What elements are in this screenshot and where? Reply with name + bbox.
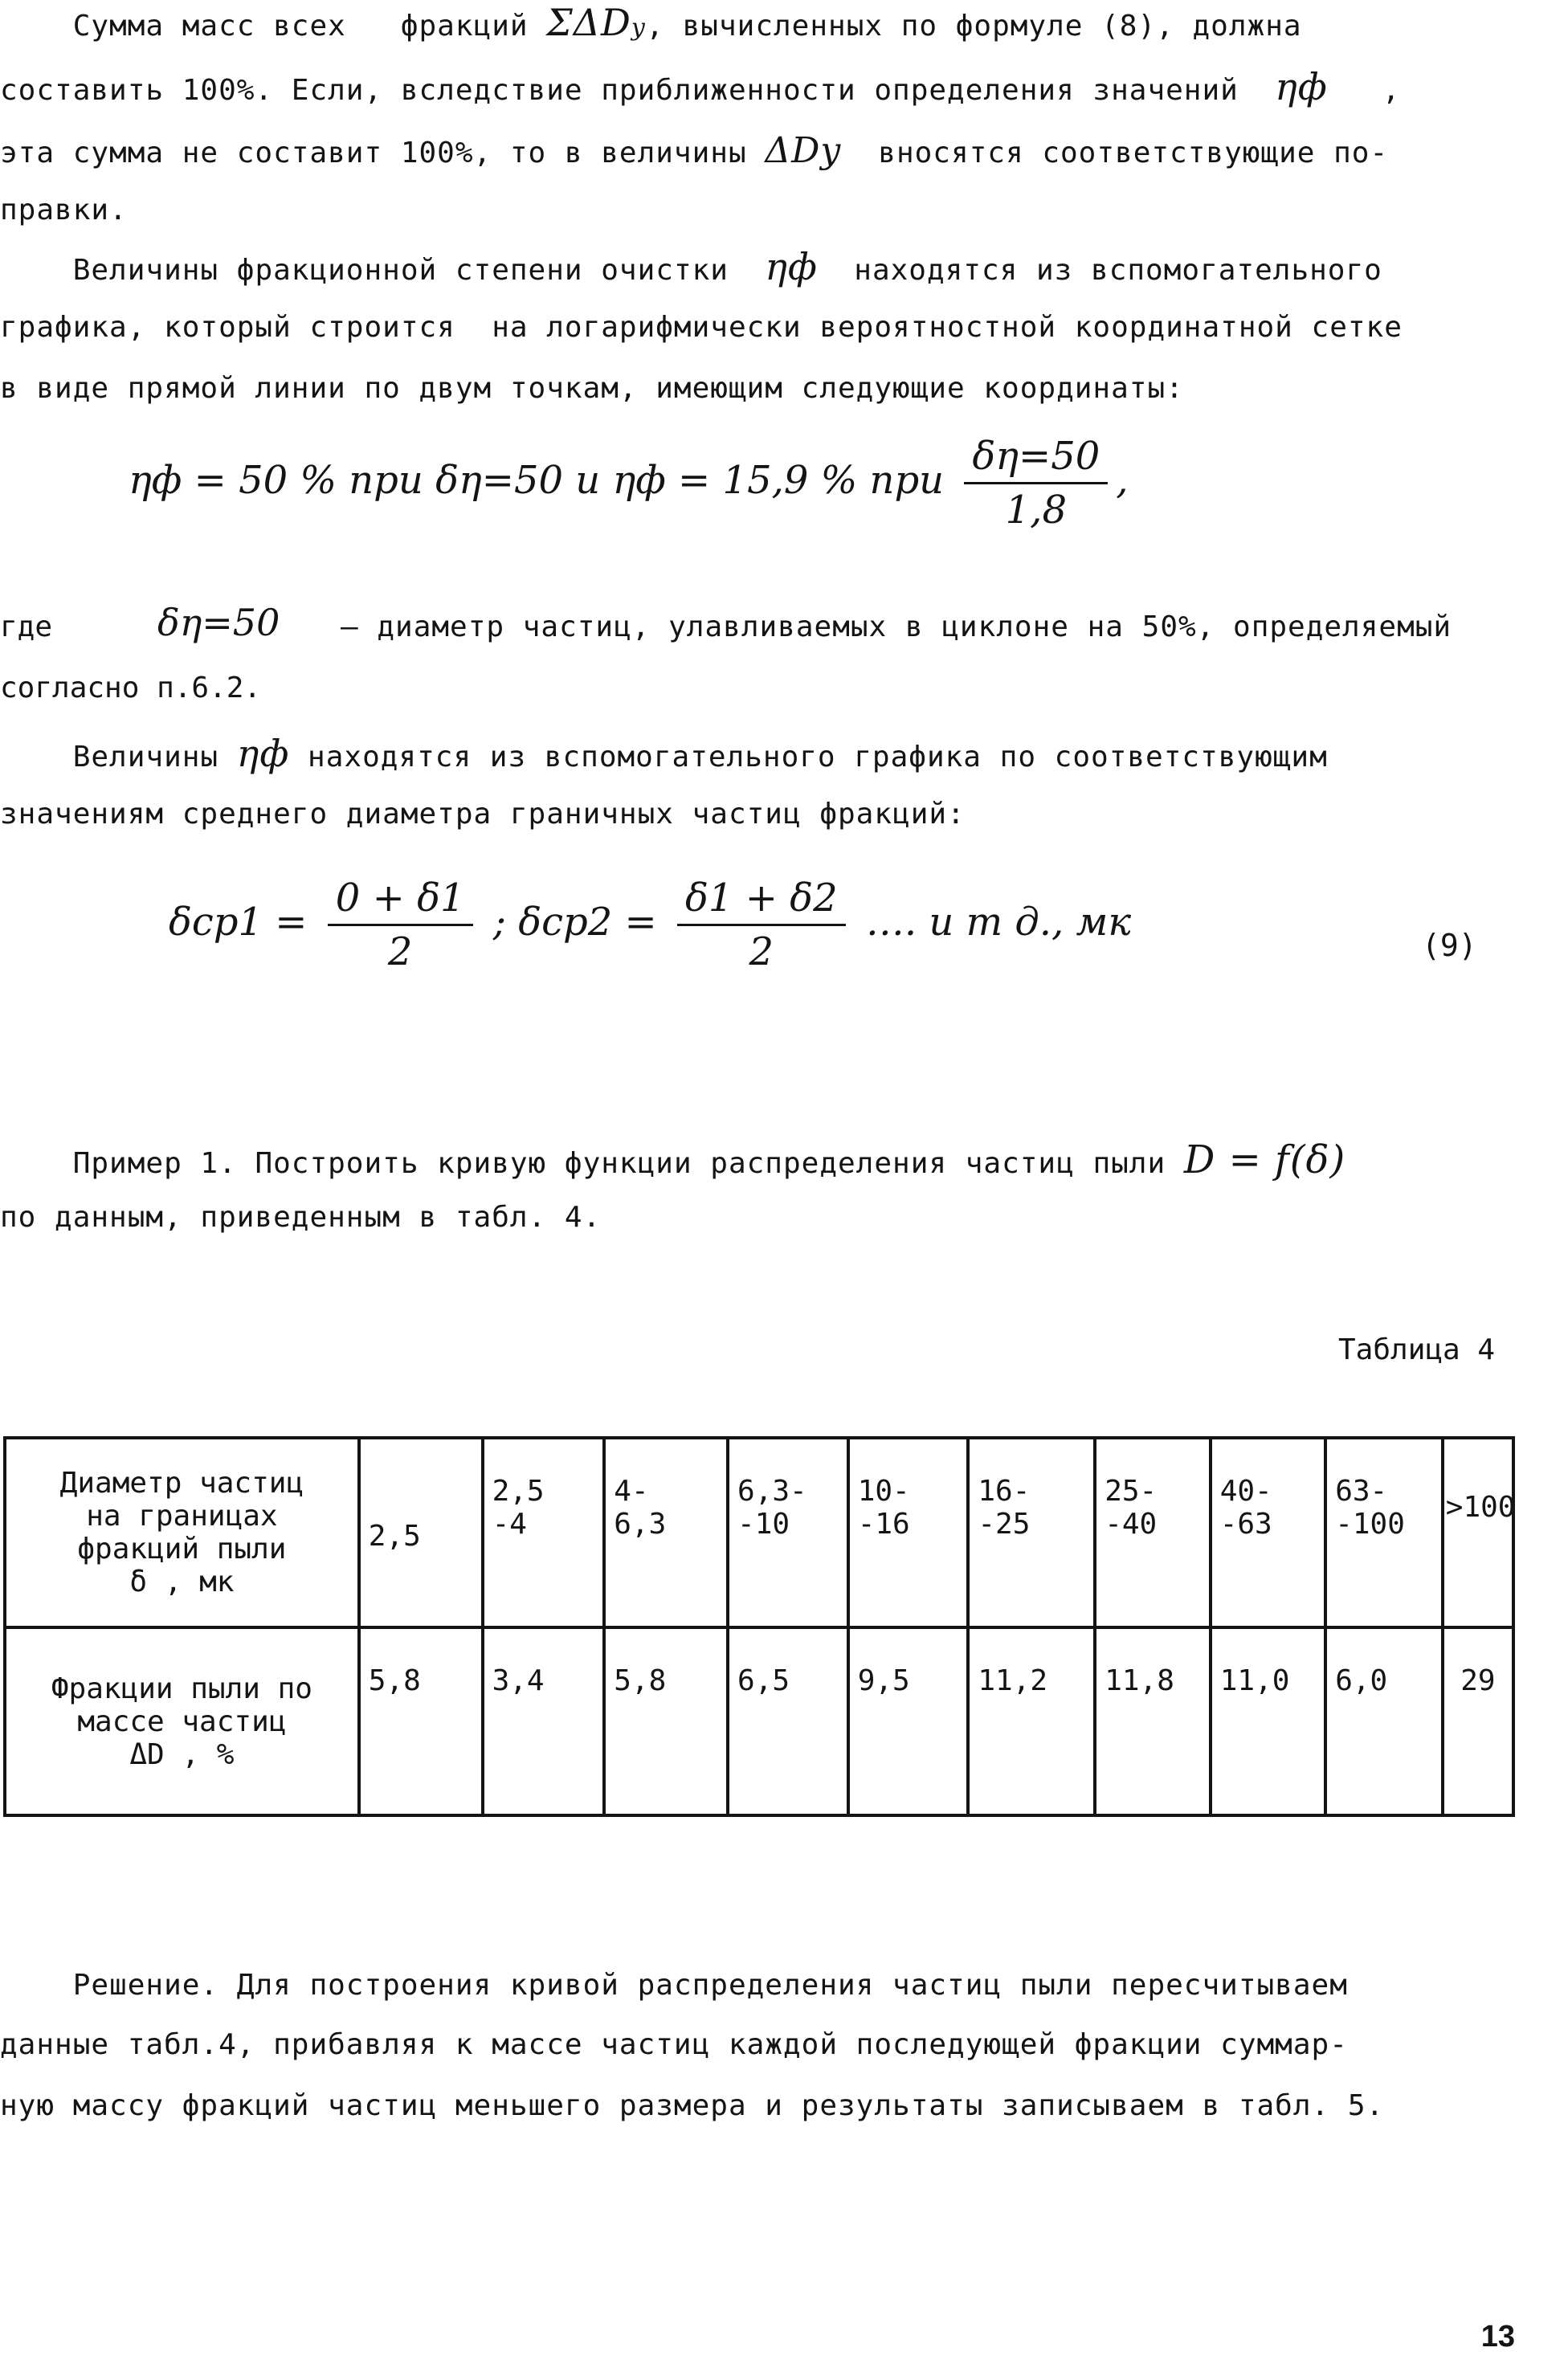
header-line: на границах [86,1500,278,1533]
text: находятся из вспомогательного графика по соответствующим [308,741,1328,774]
table-row-diameter [5,1438,1513,1627]
where-reference: согласно п.6.2. [0,672,262,704]
text: составить 100%. Если, вследствие приближенности определения значений [0,74,1239,107]
text: , вычисленных по формуле (8), должна [646,10,1302,43]
paragraph-2-line-2: графика, который строится на логарифмически вероятностной координатной сетке [0,311,1403,344]
table-cell: 16- -25 [968,1438,1095,1627]
example-line-2: по данным, приведенным в табл. 4. [0,1201,602,1234]
sum-delta-d-symbol: ΣΔD [546,1,631,44]
paragraph-2-line-1 [0,235,1568,303]
table-cell: 25- -40 [1095,1438,1211,1627]
header-line: массе частиц [77,1704,287,1738]
table-4 [3,1436,1515,1817]
paragraph-1-line-3 [0,119,1568,186]
formula-text: ; δср2 = [492,900,657,945]
paragraph-1-line-4: правки. [0,194,128,227]
fraction [328,876,473,974]
eta-phi-symbol: ηф [236,732,290,775]
text: вносятся соответствующие по- [878,137,1389,169]
table-row-mass [5,1627,1513,1815]
table-cell: 2,5 [359,1438,483,1627]
table-cell: 4- 6,3 [604,1438,728,1627]
eta-phi-symbol: ηф [1275,65,1328,108]
paragraph-3-line-2: значениям среднего диаметра граничных частиц фракций: [0,798,966,831]
fraction-denominator: 2 [387,929,413,974]
header-line: Диаметр частиц [59,1467,304,1500]
formula-mean-diameter [169,876,1131,974]
text: Величины [72,741,219,774]
formula-text: δср1 = [169,900,308,945]
table-cell: 3,4 [483,1627,605,1815]
header-line: ΔD , % [129,1737,235,1771]
table-cell: 10- -16 [848,1438,969,1627]
fraction-numerator: δ1 + δ2 [677,876,846,926]
text: эта сумма не составит 100%, то в величины [0,137,747,169]
table-cell: >100 [1443,1438,1513,1627]
table-cell: 11,2 [968,1627,1095,1815]
header-line: фракций пыли [77,1533,287,1566]
table-cell: 5,8 [604,1627,728,1815]
table-cell: 29 [1443,1627,1513,1815]
row-header-mass [5,1627,359,1815]
fraction-denominator: 2 [749,929,774,974]
fraction-numerator: δη=50 [964,434,1108,484]
solution-line-3: ную массу фракций частиц меньшего размера и результаты записываем в табл. 5. [0,2089,1385,2122]
subscript-y: у [631,14,647,42]
table-cell: 2,5 -4 [483,1438,605,1627]
header-line: δ , мк [129,1566,235,1598]
function-formula: D = f(δ) [1183,1137,1346,1182]
header-line: Фракции пыли по [51,1672,312,1705]
paragraph-1-line-1 [0,0,1568,60]
table-cell: 6,3- -10 [728,1438,848,1627]
equation-number: (9) [1422,928,1477,963]
table-title: Таблица 4 [1338,1333,1496,1366]
where-description: – диаметр частиц, улавливаемых в циклоне на 50%, определяемый [341,610,1452,643]
solution-line-1 [0,1954,1568,2018]
paragraph-2-line-3: в виде прямой линии по двум точкам, имеющим следующие координаты: [0,372,1184,405]
text: Пример 1. Построить кривую функции распределения частиц пыли [72,1147,1166,1180]
formula-text: ηф = 50 % при δη=50 и ηф = 15,9 % при [129,458,945,503]
text: находятся из вспомогательного [854,254,1382,287]
formula-eta-coordinates: ηф = 50 % при δη=50 и ηф = 15,9 % при $\frac{\delta\eta=50}{1,8}$ , [129,434,1129,533]
text: Решение. Для построения кривой распределения частиц пыли пересчитываем [72,1969,1348,2002]
table-cell: 9,5 [848,1627,969,1815]
fraction-denominator: 1,8 [1005,488,1067,533]
text: Сумма масс всех фракций [72,10,529,43]
delta-dy-symbol: ΔDу [765,130,842,171]
table-cell: 63- -100 [1325,1438,1443,1627]
text: Величины фракционной степени очистки [72,254,729,287]
fraction [964,434,1108,533]
formula-text: …. и т д., мк [865,900,1131,945]
paragraph-3-line-1 [0,721,1568,790]
page-number: 13 [1480,2320,1515,2354]
fraction-numerator: 0 + δ1 [328,876,473,926]
paragraph-1-line-2: составить 100%. Если, вследствие приближенности определения значений ηф , [0,65,1401,108]
table-cell: 11,0 [1211,1627,1326,1815]
table-cell: 40- -63 [1211,1438,1326,1627]
row-header-diameter [5,1438,359,1627]
table-cell: 5,8 [359,1627,483,1815]
where-label: где [0,610,53,643]
table-cell: 6,0 [1325,1627,1443,1815]
eta-phi-symbol: ηф [765,245,818,288]
table-cell: 11,8 [1095,1627,1211,1815]
table-cell: 6,5 [728,1627,848,1815]
delta-eta50-symbol: δη=50 [157,601,280,644]
fraction [677,876,846,974]
solution-line-2: данные табл.4, прибавляя к массе частиц каждой последующей фракции суммар- [0,2028,1348,2061]
